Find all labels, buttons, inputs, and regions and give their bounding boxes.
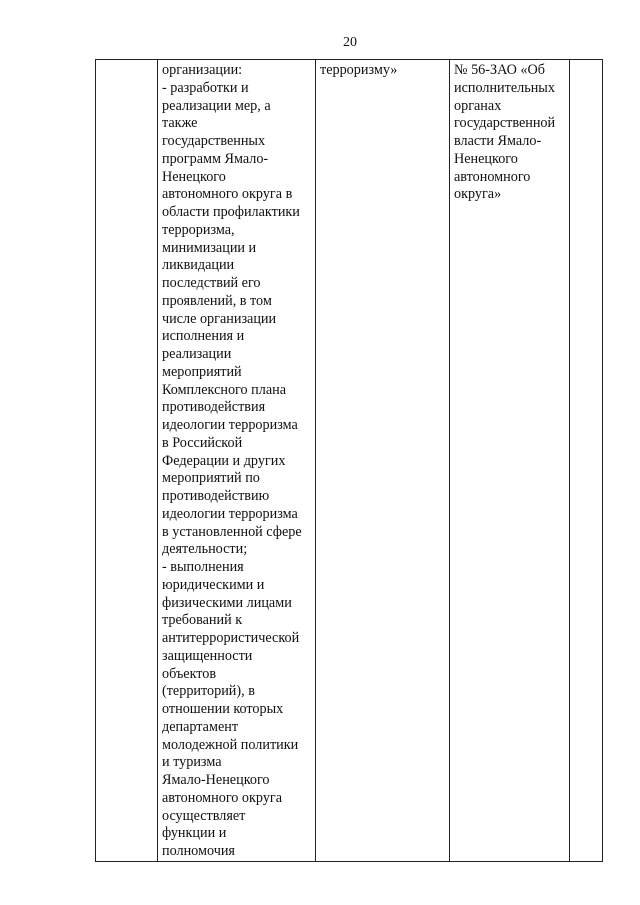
text-line: в установленной сфере xyxy=(162,523,302,540)
text-line: программ Ямало- xyxy=(162,150,269,167)
text-line: противодействию xyxy=(162,488,270,504)
document-table xyxy=(95,59,603,862)
text-line: терроризма, xyxy=(162,221,235,238)
text-line: реализации xyxy=(162,346,232,362)
text-line: реализации мер, а xyxy=(162,97,271,114)
text-line: физическими лицами xyxy=(162,594,292,611)
text-line: функции и xyxy=(162,825,227,842)
text-line: - разработки и xyxy=(162,79,249,96)
text-line: в Российской xyxy=(162,434,243,451)
text-line: защищенности xyxy=(162,647,253,664)
text-line: организации: xyxy=(162,62,243,78)
text-line: мероприятий xyxy=(162,363,242,380)
terror-cell xyxy=(316,60,450,862)
text-line: Ненецкого xyxy=(162,168,226,185)
text-line: мероприятий по xyxy=(162,470,260,487)
page-number: 20 xyxy=(343,35,357,50)
text-line: отношении которых xyxy=(162,701,284,717)
text-line: Ненецкого xyxy=(454,150,518,167)
text-line: № 56-ЗАО «Об xyxy=(454,62,545,78)
text-line: объектов xyxy=(162,665,217,682)
text-line: терроризму» xyxy=(320,62,398,78)
text-line: автономного xyxy=(454,168,531,185)
text-line: (территорий), в xyxy=(162,683,255,700)
text-line: деятельности; xyxy=(162,541,248,558)
law-cell xyxy=(450,60,570,862)
empty-cell-left xyxy=(96,60,158,862)
text-line: Комплексного плана xyxy=(162,381,287,398)
activity-cell xyxy=(158,60,316,862)
text-line: - выполнения xyxy=(162,559,244,575)
text-line: противодействия xyxy=(162,399,266,416)
table-row xyxy=(96,60,603,862)
text-line: автономного округа в xyxy=(162,186,293,203)
text-line: области профилактики xyxy=(162,204,300,220)
text-line: также xyxy=(162,115,198,132)
text-line: последствий его xyxy=(162,275,261,291)
text-line: Ямало-Ненецкого xyxy=(162,772,270,788)
text-line: идеологии терроризма xyxy=(162,417,298,433)
text-line: департамент xyxy=(162,718,239,735)
text-line: полномочия xyxy=(162,843,235,859)
text-line: числе организации xyxy=(162,310,277,327)
text-line: ликвидации xyxy=(162,257,235,274)
text-line: осуществляет xyxy=(162,807,246,824)
text-line: юридическими и xyxy=(162,576,265,593)
text-line: государственной xyxy=(454,115,556,132)
text-line: власти Ямало- xyxy=(454,133,542,149)
text-line: требований к xyxy=(162,612,243,629)
text-line: идеологии терроризма xyxy=(162,505,298,522)
text-line: проявлений, в том xyxy=(162,292,272,309)
text-line: автономного округа xyxy=(162,789,283,806)
text-line: округа» xyxy=(454,186,502,203)
text-line: молодежной политики xyxy=(162,736,299,753)
text-line: исполнительных xyxy=(454,79,555,96)
empty-cell-right xyxy=(570,60,603,862)
text-line: исполнения и xyxy=(162,328,245,345)
text-line: органах xyxy=(454,97,502,114)
text-line: Федерации и других xyxy=(162,452,286,469)
text-line: и туризма xyxy=(162,754,222,771)
text-line: антитеррористической xyxy=(162,630,300,646)
text-line: минимизации и xyxy=(162,239,257,256)
text-line: государственных xyxy=(162,133,266,149)
